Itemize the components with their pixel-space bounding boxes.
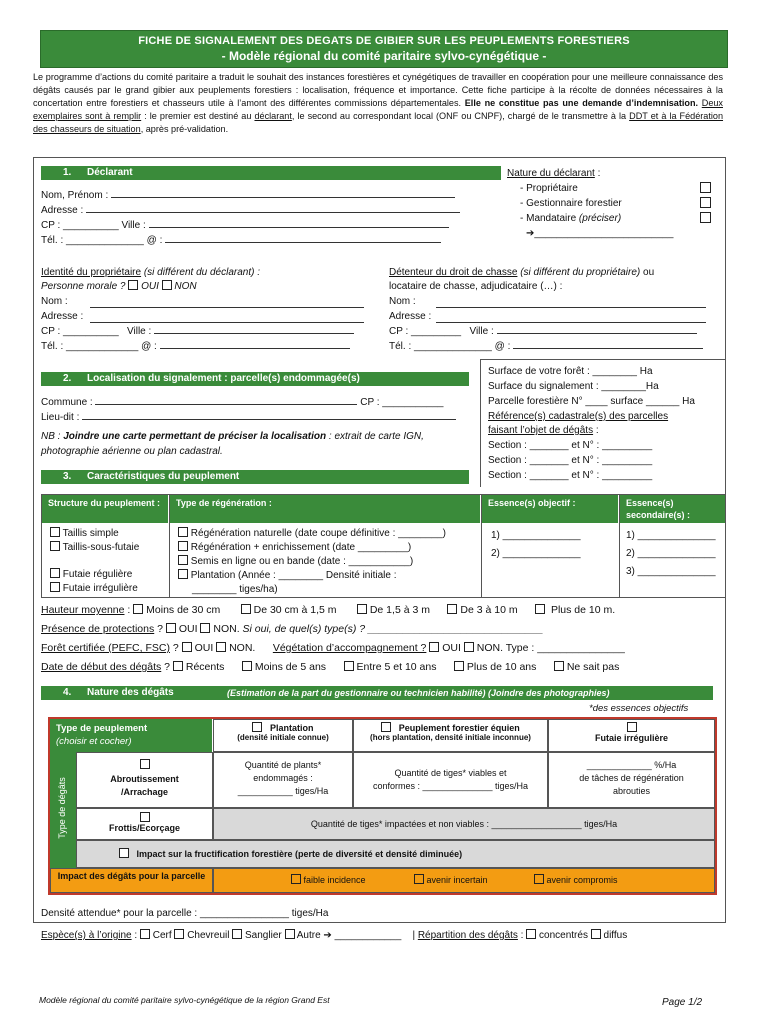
map-note	[41, 429, 471, 459]
intro-warning: Elle ne constitue pas une demande d’indemnisation.	[464, 98, 699, 108]
damage-gt10-label: Plus de 10 ans	[466, 661, 537, 673]
damage-date-q: ?	[161, 661, 171, 673]
damage-type-label: Type de dégâts	[57, 777, 67, 839]
concentres-checkbox[interactable]	[526, 929, 536, 939]
cadastral-ref-title: Référence(s) cadastrale(s) des parcelles	[488, 411, 669, 422]
regen-enrichissement-label: Régénération + enrichissement (date _________)	[190, 542, 412, 553]
hunter-title-or: ou	[640, 267, 655, 278]
chevreuil-label: Chevreuil	[187, 930, 230, 941]
viable-stems-field[interactable]: conformes : ______________ tiges/Ha	[372, 781, 529, 791]
lieudit-label: Lieu-dit :	[41, 412, 80, 423]
stand-objective-header: Essence(s) objectif :	[482, 495, 618, 523]
nature-declarant-title	[507, 166, 600, 181]
mandataire-checkbox[interactable]	[700, 212, 711, 223]
hunter-tel-row	[389, 339, 703, 354]
tsf-label: Taillis-sous-futaie	[62, 542, 140, 553]
damage-lt5-checkbox[interactable]	[242, 661, 252, 671]
declarant-name-field[interactable]	[111, 189, 455, 198]
certification-row	[41, 641, 625, 656]
species-colon: :	[131, 930, 138, 941]
mandataire-precision-field[interactable]: _________________________	[534, 228, 674, 239]
vegetation-type-field[interactable]: NON. Type : _______________	[476, 642, 625, 654]
structure-taillis	[50, 526, 119, 541]
declarant-name-label: Nom, Prénom :	[41, 190, 109, 201]
declarant-tel-field[interactable]: Tél. : ______________	[41, 235, 144, 246]
gestionnaire-checkbox[interactable]	[700, 197, 711, 208]
owner-address-row	[41, 309, 83, 324]
owner-city-field[interactable]	[154, 325, 354, 334]
form-title: FICHE DE SIGNALEMENT DES DEGATS DE GIBIER SUR LES PEUPLEMENTS FORESTIERS	[138, 35, 630, 47]
abroutissement-checkbox[interactable]	[140, 759, 150, 769]
vegetation-non-checkbox[interactable]	[464, 642, 474, 652]
hunter-cp-row	[389, 324, 697, 339]
hunter-address-row	[389, 309, 431, 324]
repartition-label: Répartition des dégâts	[417, 930, 518, 941]
intro-paragraph	[33, 71, 723, 136]
section-3-title: Caractéristiques du peuplement	[87, 471, 240, 482]
declarant-address-field[interactable]	[86, 204, 460, 213]
lieudit-row	[41, 410, 456, 425]
cerf-label: Cerf	[152, 930, 172, 941]
plants-damaged-label-2: endommagés :	[253, 773, 313, 783]
section-4-number: 4.	[63, 687, 72, 698]
map-note-bold: Joindre une carte permettant de préciser la localisation	[63, 431, 327, 442]
regen-patches-cell	[548, 752, 715, 808]
hunter-city-label: Ville :	[469, 326, 494, 337]
nature-mandataire-hint: (préciser)	[578, 213, 622, 224]
section-3-number: 3.	[63, 471, 72, 482]
certification-q: ?	[169, 642, 179, 654]
sanglier-label: Sanglier	[245, 930, 282, 941]
height-150-3-checkbox[interactable]	[357, 604, 367, 614]
regen-patches-label-2: abrouties	[612, 786, 651, 796]
section-1-header	[41, 166, 501, 180]
irreguliere-column	[548, 719, 715, 752]
viable-stems-label: Quantité de tiges* viables et	[394, 768, 507, 778]
damage-unknown-checkbox[interactable]	[554, 661, 564, 671]
irreguliere-checkbox[interactable]	[627, 722, 637, 732]
commune-row	[41, 395, 443, 410]
regen-plantation-density[interactable]: ________ tiges/ha)	[192, 584, 278, 595]
structure-futaie-reg	[50, 567, 132, 582]
owner-morale-oui-label: OUI	[141, 281, 159, 292]
impact-compromis-label: avenir compromis	[546, 875, 618, 885]
hunter-city-field[interactable]	[497, 325, 697, 334]
declarant-address-row	[41, 203, 460, 218]
separator: |	[412, 930, 416, 941]
protections-type-field[interactable]: Si oui, de quel(s) type(s) ? ______________________________	[239, 623, 544, 635]
height-gt10-checkbox[interactable]	[535, 604, 545, 614]
stand-divider-3	[619, 495, 620, 597]
damage-unknown-label: Ne sait pas	[566, 661, 620, 673]
damage-date-label: Date de début des dégâts	[41, 661, 162, 673]
regen-plantation	[178, 568, 396, 583]
hunter-title-label: Détenteur du droit de chasse	[389, 267, 518, 278]
abroutissement-cell	[76, 752, 213, 808]
height-lt30-checkbox[interactable]	[133, 604, 143, 614]
owner-title-label: Identité du propriétaire	[41, 267, 142, 278]
owner-tel-row	[41, 339, 350, 354]
declarant-cp-field[interactable]: CP : __________	[41, 220, 119, 231]
surface-foret[interactable]: Surface de votre forêt : ________ Ha	[488, 366, 653, 377]
damage-5-10-label: Entre 5 et 10 ans	[356, 661, 437, 673]
plantation-sub: (densité initiale connue)	[237, 733, 329, 742]
section-2-header	[41, 372, 469, 386]
certification-non-checkbox[interactable]	[216, 642, 226, 652]
concentres-label: concentrés	[539, 930, 588, 941]
owner-address-field[interactable]	[90, 314, 364, 323]
footer-left: Modèle régional du comité paritaire sylvo-cynégétique de la région Grand Est	[39, 995, 330, 1005]
equien-sub: (hors plantation, densité initiale inconnue)	[370, 733, 531, 742]
protections-label: Présence de protections	[41, 623, 155, 635]
diffus-label: diffus	[603, 930, 628, 941]
impact-options-cell	[213, 868, 715, 893]
intro-ddt: DDT et à la Fédération des chasseurs de situation	[33, 111, 724, 134]
cadastral-section-3[interactable]: Section : _______ et N° : _________	[488, 470, 653, 481]
declarant-cp-row	[41, 218, 449, 233]
declarant-name-row	[41, 188, 455, 203]
hunter-email-label: @ :	[494, 341, 511, 352]
impact-label-cell: Impact des dégâts pour la parcelle	[50, 868, 213, 893]
frottis-checkbox[interactable]	[140, 812, 150, 822]
taillis-label: Taillis simple	[62, 528, 119, 539]
owner-cp-row	[41, 324, 354, 339]
declarant-city-label: Ville :	[121, 220, 146, 231]
form-subtitle: - Modèle régional du comité paritaire sylvo-cynégétique -	[221, 49, 547, 63]
owner-cp-field[interactable]: CP : __________	[41, 326, 119, 337]
protections-oui-label: OUI	[178, 623, 198, 635]
frottis-quantity-cell[interactable]: Quantité de tiges* impactées et non viables : __________________ tiges/Ha	[213, 808, 715, 840]
cadastral-ref-label: faisant l’objet de dégâts	[488, 425, 594, 436]
declarant-email-field[interactable]	[165, 234, 441, 243]
vegetation-label: Végétation d’accompagnement ?	[272, 642, 427, 654]
hunter-title	[389, 265, 654, 280]
equien-column	[353, 719, 548, 752]
cadastral-ref-colon: :	[593, 425, 599, 436]
autre-checkbox[interactable]	[285, 929, 295, 939]
regen-naturelle-checkbox[interactable]	[178, 527, 188, 537]
owner-name-label: Nom :	[41, 296, 68, 307]
plantation-label: Plantation	[270, 723, 314, 733]
abroutissement-label: Abroutissement /Arrachage	[110, 774, 179, 797]
nature-gestionnaire-label: - Gestionnaire forestier	[520, 198, 622, 209]
hunter-address-label: Adresse :	[389, 311, 432, 322]
protections-row	[41, 622, 543, 637]
hunter-email-field[interactable]	[513, 340, 703, 349]
autre-field[interactable]: Autre ➔ ____________	[296, 930, 402, 941]
section-1-title: Déclarant	[87, 167, 133, 178]
proprietaire-checkbox[interactable]	[700, 182, 711, 193]
owner-title	[41, 265, 260, 280]
nature-mandataire-precision	[526, 226, 673, 241]
equien-checkbox[interactable]	[381, 722, 391, 732]
futaie-reguliere-checkbox[interactable]	[50, 568, 60, 578]
hunter-subtitle: locataire de chasse, adjudicataire (…) :	[389, 281, 563, 292]
cadastral-section-1[interactable]: Section : _______ et N° : _________	[488, 440, 653, 451]
irreguliere-label: Futaie irrégulière	[594, 733, 669, 743]
nature-mandataire-row	[520, 211, 621, 226]
owner-address-label: Adresse :	[41, 311, 84, 322]
nature-declarant-colon: :	[594, 168, 601, 179]
taillis-checkbox[interactable]	[50, 527, 60, 537]
height-30-150-label: De 30 cm à 1,5 m	[253, 604, 337, 616]
intro-declarant: déclarant	[254, 111, 292, 121]
impact-compromis	[534, 869, 618, 892]
stand-regen-header: Type de régénération :	[170, 495, 480, 523]
cerf-checkbox[interactable]	[140, 929, 150, 939]
stand-secondary-header: Essence(s) secondaire(s) :	[620, 495, 725, 523]
impact-compromis-checkbox[interactable]	[534, 874, 544, 884]
owner-name-row	[41, 294, 68, 309]
section-2-number: 2.	[63, 373, 72, 384]
regen-enrichissement-checkbox[interactable]	[178, 541, 188, 551]
objective-essence-1[interactable]: 1) ______________	[491, 530, 581, 541]
diffus-checkbox[interactable]	[591, 929, 601, 939]
intro-text-3: , le second au correspondant local (ONF ou CNPF), chargé de le transmettre à la	[291, 111, 630, 121]
height-30-150-checkbox[interactable]	[241, 604, 251, 614]
stand-structure-header: Structure du peuplement :	[42, 495, 168, 523]
frottis-label: Frottis/Ecorçage	[108, 823, 181, 833]
hunter-cp-field[interactable]: CP : _________	[389, 326, 462, 337]
cadastral-ref-title-2	[488, 423, 599, 438]
fructification-cell	[76, 840, 715, 868]
fructification-label: Impact sur la fructification forestière (perte de diversité et densité diminuée)	[136, 849, 463, 859]
damage-recent-label: Récents	[185, 661, 225, 673]
hunter-name-label: Nom :	[389, 296, 416, 307]
futaie-irreguliere-label: Futaie irrégulière	[62, 583, 138, 594]
certification-oui-checkbox[interactable]	[182, 642, 192, 652]
secondary-essence-1[interactable]: 1) ______________	[626, 530, 716, 541]
regen-naturelle-label: Régénération naturelle (date coupe définitive : ________)	[190, 528, 446, 539]
species-row	[41, 928, 627, 943]
regen-semis-label: Semis en ligne ou en bande (date : ___________)	[190, 556, 414, 567]
owner-morale-non-label: NON	[174, 281, 197, 292]
owner-morale-row	[41, 279, 197, 294]
hunter-address-field[interactable]	[436, 314, 706, 323]
protections-non-checkbox[interactable]	[200, 623, 210, 633]
certification-non-label: NON.	[229, 642, 256, 654]
height-lt30-label: Moins de 30 cm	[146, 604, 221, 616]
height-colon: :	[124, 604, 131, 616]
certification-oui-label: OUI	[194, 642, 214, 654]
owner-email-label: @ :	[141, 341, 157, 352]
intro-text: Le programme d’actions du comité paritaire a traduit le souhait des instances forestières et cynégétiques de travailler en coopération pour une meilleure connaissance des dégâts causés par le grand gibier aux peuplements forestiers : localisation, fréquence et importance. Cette fiche participe à la récolte de données nécessaires à la concertation entre forestiers et chasseurs utile à l’amont des différentes commissions départementales.	[33, 72, 723, 108]
height-3-10-label: De 3 à 10 m	[460, 604, 518, 616]
impact-faible	[291, 869, 366, 892]
secondary-essence-3[interactable]: 3) ______________	[626, 566, 716, 577]
damage-recent-checkbox[interactable]	[173, 661, 183, 671]
height-3-10-checkbox[interactable]	[447, 604, 457, 614]
plantation-checkbox[interactable]	[252, 722, 262, 732]
regen-patches-field[interactable]: _____________ %/Ha	[586, 760, 677, 770]
hunter-tel-field[interactable]: Tél. : ______________	[389, 341, 492, 352]
expected-density[interactable]: Densité attendue* pour la parcelle : ________________ tiges/Ha	[41, 908, 329, 919]
declarant-city-field[interactable]	[149, 219, 449, 228]
regen-plantation-checkbox[interactable]	[178, 569, 188, 579]
repartition-colon: :	[517, 930, 524, 941]
section-4-header	[41, 686, 713, 700]
damage-date-row	[41, 660, 619, 675]
frottis-cell	[76, 808, 213, 840]
stand-divider-2	[481, 495, 482, 597]
nature-mandataire-label: - Mandataire	[520, 213, 579, 224]
hunter-name-row	[389, 294, 416, 309]
impact-incertain	[414, 869, 488, 892]
nature-declarant-label: Nature du déclarant	[507, 168, 595, 179]
lieudit-field[interactable]	[82, 411, 456, 420]
chevreuil-checkbox[interactable]	[174, 929, 184, 939]
commune-field[interactable]	[95, 396, 357, 405]
arrow-icon: ➔	[526, 228, 535, 239]
section-3-header	[41, 470, 469, 484]
parcelle-forestiere[interactable]: Parcelle forestière N° ____ surface ______ Ha	[488, 396, 695, 407]
owner-city-label: Ville :	[127, 326, 152, 337]
page-number: Page 1/2	[662, 997, 703, 1008]
sanglier-checkbox[interactable]	[232, 929, 242, 939]
plants-damaged-field[interactable]: ___________ tiges/Ha	[237, 786, 329, 796]
objective-essence-2[interactable]: 2) ______________	[491, 548, 581, 559]
hunter-name-field[interactable]	[436, 299, 706, 308]
protections-non-label: NON.	[213, 623, 240, 635]
regen-semis-checkbox[interactable]	[178, 555, 188, 565]
section-4-estimation: (Estimation de la part du gestionnaire ou technicien habilité) (Joindre des photographies)	[227, 688, 610, 698]
intro-text-4: , après pré-validation.	[140, 124, 229, 134]
species-label: Espèce(s) à l’origine	[41, 930, 132, 941]
structure-futaie-irr	[50, 581, 138, 596]
owner-morale-non-checkbox[interactable]	[162, 280, 172, 290]
declarant-email-label: @ :	[146, 235, 163, 246]
plants-damaged-label: Quantité de plants*	[244, 760, 322, 770]
futaie-reguliere-label: Futaie régulière	[62, 569, 133, 580]
regen-naturelle	[178, 526, 446, 541]
regen-patches-label: de tâches de régénération	[579, 773, 684, 783]
commune-cp-field[interactable]: CP : ___________	[360, 397, 444, 408]
nature-proprietaire-label: - Propriétaire	[520, 183, 578, 194]
impact-faible-checkbox[interactable]	[291, 874, 301, 884]
vegetation-oui-checkbox[interactable]	[429, 642, 439, 652]
stand-type-hint: (choisir et cocher)	[56, 736, 132, 747]
protections-q: ?	[154, 623, 163, 635]
intro-copies: Deux exemplaires sont à remplir	[33, 98, 723, 121]
height-row	[41, 603, 615, 618]
height-gt10-label: Plus de 10 m.	[550, 604, 616, 616]
map-note-nb: NB :	[41, 431, 64, 442]
owner-title-hint: (si différent du déclarant) :	[141, 267, 261, 278]
owner-morale-oui-checkbox[interactable]	[128, 280, 138, 290]
damage-gt10-checkbox[interactable]	[454, 661, 464, 671]
regen-semis	[178, 554, 413, 569]
fructification-checkbox[interactable]	[119, 848, 129, 858]
damage-5-10-checkbox[interactable]	[344, 661, 354, 671]
vegetation-oui-label: OUI	[442, 642, 461, 654]
declarant-tel-row	[41, 233, 441, 248]
section-4-title: Nature des dégâts	[87, 687, 174, 698]
regen-plantation-label: Plantation (Année : ________ Densité initiale :	[190, 570, 397, 581]
structure-tsf	[50, 540, 139, 555]
hunter-title-hint: (si différent du propriétaire)	[517, 267, 641, 278]
cadastral-section-2[interactable]: Section : _______ et N° : _________	[488, 455, 653, 466]
surface-signalement[interactable]: Surface du signalement : ________Ha	[488, 381, 659, 392]
owner-name-field[interactable]	[90, 299, 364, 308]
owner-tel-field[interactable]: Tél. : _____________	[41, 341, 139, 352]
declarant-address-label: Adresse :	[41, 205, 84, 216]
essences-note: *des essences objectifs	[589, 703, 689, 714]
owner-morale-label: Personne morale ?	[41, 281, 126, 292]
map-note-text: : extrait de carte IGN, photographie aérienne ou plan cadastral.	[41, 431, 424, 457]
tsf-checkbox[interactable]	[50, 541, 60, 551]
viable-stems-cell	[353, 752, 548, 808]
damage-lt5-label: Moins de 5 ans	[254, 661, 327, 673]
owner-email-field[interactable]	[160, 340, 350, 349]
secondary-essence-2[interactable]: 2) ______________	[626, 548, 716, 559]
protections-oui-checkbox[interactable]	[166, 623, 176, 633]
height-label: Hauteur moyenne	[41, 604, 125, 616]
plantation-column	[213, 719, 353, 752]
form-title-box	[40, 30, 728, 68]
impact-incertain-label: avenir incertain	[426, 875, 488, 885]
height-150-3-label: De 1,5 à 3 m	[369, 604, 430, 616]
intro-text-2: : le premier est destiné au	[141, 111, 255, 121]
plants-damaged-cell	[213, 752, 353, 808]
certification-label: Forêt certifiée (PEFC, FSC)	[41, 642, 170, 654]
regen-enrichissement	[178, 540, 411, 555]
equien-label: Peuplement forestier équien	[398, 723, 520, 733]
stand-divider-1	[169, 495, 170, 597]
section-1-number: 1.	[63, 167, 72, 178]
stand-type-header	[50, 719, 212, 752]
commune-label: Commune :	[41, 397, 93, 408]
impact-faible-label: faible incidence	[303, 875, 366, 885]
futaie-irreguliere-checkbox[interactable]	[50, 582, 60, 592]
impact-incertain-checkbox[interactable]	[414, 874, 424, 884]
section-2-title: Localisation du signalement : parcelle(s) endommagée(s)	[87, 373, 360, 384]
stand-type-label: Type de peuplement	[56, 723, 148, 734]
